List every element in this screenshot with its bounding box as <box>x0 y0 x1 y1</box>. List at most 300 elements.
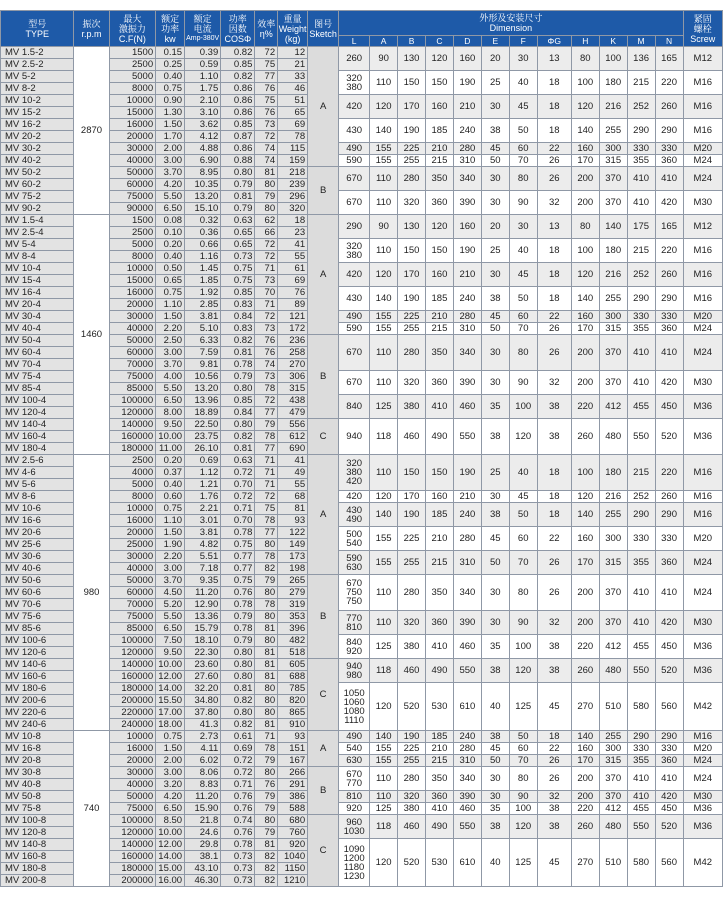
dim-cell: 370 <box>599 335 627 371</box>
dim-cell-L <box>339 815 370 839</box>
spec-cell: 40000 <box>109 563 156 575</box>
model-cell: MV 50-2 <box>1 167 74 179</box>
screw-cell: M24 <box>683 767 722 791</box>
spec-cell: 690 <box>278 443 308 455</box>
dim-cell: 100 <box>509 395 537 419</box>
dim-cell: 110 <box>370 335 398 371</box>
dim-cell: 45 <box>481 527 509 551</box>
dim-cell: 216 <box>599 95 627 119</box>
spec-cell: 16000 <box>109 743 156 755</box>
spec-cell: 785 <box>278 683 308 695</box>
model-cell: MV 70-4 <box>1 359 74 371</box>
dim-cell: 80 <box>571 47 599 71</box>
dim-cell: 20 <box>481 215 509 239</box>
dim-cell: 50 <box>481 755 509 767</box>
header-screw: 紧固 螺栓 Screw <box>683 11 722 47</box>
spec-cell: 6.90 <box>185 155 221 167</box>
dim-cell: 120 <box>370 839 398 887</box>
spec-cell: 89 <box>278 299 308 311</box>
dim-cell: 26 <box>537 575 571 611</box>
screw-cell: M16 <box>683 731 722 743</box>
dim-L-value: 1230 <box>343 870 365 882</box>
spec-cell: 1.50 <box>156 527 185 539</box>
dim-cell: 215 <box>425 551 453 575</box>
spec-cell: 10.56 <box>185 371 221 383</box>
dim-cell: 160 <box>571 527 599 551</box>
model-cell: MV 20-4 <box>1 299 74 311</box>
dim-cell: 140 <box>370 503 398 527</box>
dim-cell: 38 <box>537 659 571 683</box>
dim-cell: 216 <box>599 263 627 287</box>
spec-cell: 23.75 <box>185 431 221 443</box>
dim-L-value: 420 <box>346 101 363 112</box>
spec-cell: 1150 <box>278 863 308 875</box>
dim-cell: 90 <box>509 791 537 803</box>
spec-cell: 820 <box>278 695 308 707</box>
dim-cell: 80 <box>571 215 599 239</box>
spec-cell: 200000 <box>109 695 156 707</box>
spec-cell: 1.10 <box>185 71 221 83</box>
dim-cell-L <box>339 287 370 311</box>
spec-cell: 71 <box>255 731 278 743</box>
spec-cell: 8.00 <box>156 407 185 419</box>
spec-cell: 93 <box>278 731 308 743</box>
spec-cell: 605 <box>278 659 308 671</box>
spec-cell: 0.80 <box>221 167 255 179</box>
spec-cell: 0.80 <box>221 419 255 431</box>
model-cell: MV 75-8 <box>1 803 74 815</box>
dim-cell: 580 <box>627 683 655 731</box>
dim-cell: 410 <box>655 767 683 791</box>
screw-cell: M24 <box>683 575 722 611</box>
dim-cell: 38 <box>481 731 509 743</box>
dim-cell: 460 <box>398 659 426 683</box>
dim-cell: 155 <box>370 311 398 323</box>
spec-cell: 85000 <box>109 383 156 395</box>
screw-cell: M16 <box>683 95 722 119</box>
header-dim-col: C <box>425 36 453 47</box>
spec-cell: 3.00 <box>156 563 185 575</box>
header-weight: 重量 Weight (kg) <box>278 11 308 47</box>
sketch-cell: A <box>308 731 339 767</box>
spec-cell: 75 <box>255 95 278 107</box>
model-cell: MV 30-2 <box>1 143 74 155</box>
dim-cell: 155 <box>370 143 398 155</box>
dim-cell-L <box>339 263 370 287</box>
dim-cell: 45 <box>509 263 537 287</box>
spec-cell: 5.50 <box>156 383 185 395</box>
dim-cell: 290 <box>655 731 683 743</box>
spec-cell: 2.00 <box>156 755 185 767</box>
spec-cell: 4.82 <box>185 539 221 551</box>
spec-cell: 180000 <box>109 683 156 695</box>
dim-cell: 490 <box>425 815 453 839</box>
dim-L-value: 490 <box>346 143 363 154</box>
spec-cell: 0.69 <box>185 455 221 467</box>
spec-cell: 8.50 <box>156 815 185 827</box>
dim-cell: 110 <box>370 167 398 191</box>
dim-cell: 390 <box>453 191 481 215</box>
spec-cell: 0.81 <box>221 683 255 695</box>
spec-cell: 306 <box>278 371 308 383</box>
dim-cell: 170 <box>571 155 599 167</box>
spec-cell: 320 <box>278 203 308 215</box>
dim-cell: 330 <box>655 527 683 551</box>
dim-cell: 380 <box>398 803 426 815</box>
dim-cell: 290 <box>655 119 683 143</box>
spec-cell: 78 <box>255 515 278 527</box>
table-row <box>1 659 723 671</box>
table-row <box>1 503 723 515</box>
dim-cell: 550 <box>627 419 655 455</box>
dim-cell: 225 <box>398 527 426 551</box>
spec-cell: 70000 <box>109 359 156 371</box>
model-cell: MV 220-6 <box>1 707 74 719</box>
spec-cell: 33 <box>278 71 308 83</box>
header-dim-col: K <box>599 36 627 47</box>
dim-L-value: 1090 <box>343 843 365 855</box>
dim-cell: 70 <box>509 755 537 767</box>
dim-cell: 25 <box>481 455 509 491</box>
spec-cell: 0.63 <box>221 455 255 467</box>
screw-cell: M20 <box>683 143 722 155</box>
dim-L-value: 260 <box>346 53 363 64</box>
dim-cell-L <box>339 119 370 143</box>
header-dim-col: D <box>453 36 481 47</box>
dim-cell-L <box>339 167 370 191</box>
spec-cell: 12.00 <box>156 839 185 851</box>
dim-cell-L <box>339 731 370 743</box>
model-cell: MV 140-6 <box>1 659 74 671</box>
dim-cell: 120 <box>509 419 537 455</box>
dim-cell: 155 <box>370 755 398 767</box>
dim-cell: 252 <box>627 491 655 503</box>
dim-cell: 330 <box>627 527 655 551</box>
dim-cell-L <box>339 419 370 455</box>
dim-cell: 370 <box>599 611 627 635</box>
sketch-cell: B <box>308 335 339 419</box>
dim-cell: 45 <box>481 311 509 323</box>
dim-cell: 170 <box>571 755 599 767</box>
spec-cell: 0.85 <box>221 59 255 71</box>
dim-cell: 260 <box>571 659 599 683</box>
dim-L-value: 490 <box>346 311 363 322</box>
dim-cell: 410 <box>627 371 655 395</box>
spec-cell: 0.87 <box>221 131 255 143</box>
spec-cell: 100000 <box>109 395 156 407</box>
spec-cell: 120000 <box>109 827 156 839</box>
dim-cell: 80 <box>509 167 537 191</box>
model-cell: MV 85-6 <box>1 623 74 635</box>
dim-cell: 360 <box>655 323 683 335</box>
dim-cell: 160 <box>425 263 453 287</box>
spec-cell: 77 <box>255 407 278 419</box>
model-cell: MV 10-4 <box>1 263 74 275</box>
dim-cell: 215 <box>627 455 655 491</box>
model-cell: MV 60-4 <box>1 347 74 359</box>
dim-cell: 200 <box>571 575 599 611</box>
sketch-cell: C <box>308 815 339 887</box>
dim-cell: 38 <box>481 419 509 455</box>
spec-cell: 12 <box>278 47 308 59</box>
spec-cell: 396 <box>278 623 308 635</box>
dim-L-value: 1080 <box>343 705 365 717</box>
dim-cell: 410 <box>627 767 655 791</box>
dim-cell: 350 <box>425 335 453 371</box>
screw-cell: M16 <box>683 287 722 311</box>
spec-cell: 25000 <box>109 539 156 551</box>
sketch-cell: A <box>308 47 339 167</box>
spec-cell: 121 <box>278 311 308 323</box>
dim-cell: 120 <box>370 491 398 503</box>
dim-cell: 455 <box>627 635 655 659</box>
spec-cell: 0.73 <box>221 875 255 887</box>
dim-cell: 22 <box>537 743 571 755</box>
spec-cell: 70000 <box>109 599 156 611</box>
dim-cell: 320 <box>398 371 426 395</box>
dim-cell: 255 <box>398 755 426 767</box>
dim-cell: 225 <box>398 143 426 155</box>
dim-cell: 225 <box>398 743 426 755</box>
dim-cell: 160 <box>571 311 599 323</box>
spec-cell: 8.83 <box>185 779 221 791</box>
table-row <box>1 455 723 467</box>
dim-L-value: 840 <box>346 401 363 412</box>
spec-cell: 75000 <box>109 611 156 623</box>
spec-cell: 0.65 <box>221 239 255 251</box>
model-cell: MV 140-4 <box>1 419 74 431</box>
spec-cell: 0.78 <box>221 527 255 539</box>
spec-cell: 0.61 <box>221 731 255 743</box>
dim-L-value: 940 <box>346 431 363 442</box>
dim-cell: 240 <box>453 731 481 743</box>
spec-cell: 76 <box>255 83 278 95</box>
dim-L-value: 1030 <box>343 825 365 837</box>
dim-cell: 32 <box>537 791 571 803</box>
screw-cell: M24 <box>683 335 722 371</box>
spec-cell: 72 <box>255 131 278 143</box>
dim-cell: 110 <box>370 71 398 95</box>
dim-cell: 315 <box>599 755 627 767</box>
dim-cell: 340 <box>453 767 481 791</box>
table-row <box>1 527 723 539</box>
spec-cell: 140000 <box>109 839 156 851</box>
dim-cell: 216 <box>599 491 627 503</box>
model-cell: MV 15-2 <box>1 107 74 119</box>
spec-cell: 122 <box>278 527 308 539</box>
dim-cell: 340 <box>453 575 481 611</box>
spec-cell: 0.84 <box>221 311 255 323</box>
spec-cell: 2.73 <box>185 731 221 743</box>
spec-cell: 1.76 <box>185 491 221 503</box>
spec-cell: 12.90 <box>185 599 221 611</box>
spec-cell: 51 <box>278 95 308 107</box>
dim-cell: 160 <box>453 215 481 239</box>
spec-cell: 0.79 <box>221 611 255 623</box>
screw-cell: M16 <box>683 263 722 287</box>
dim-cell-L <box>339 335 370 371</box>
spec-cell: 8000 <box>109 491 156 503</box>
dim-cell: 13 <box>537 215 571 239</box>
spec-cell: 78 <box>255 599 278 611</box>
dim-cell: 18 <box>537 95 571 119</box>
spec-cell: 1.92 <box>185 287 221 299</box>
dim-cell: 26 <box>537 323 571 335</box>
dim-cell: 520 <box>655 815 683 839</box>
dim-cell: 240 <box>453 287 481 311</box>
spec-cell: 18.10 <box>185 635 221 647</box>
dim-cell-L <box>339 47 370 71</box>
spec-cell: 74 <box>255 359 278 371</box>
spec-cell: 265 <box>278 575 308 587</box>
table-row <box>1 743 723 755</box>
dim-cell: 120 <box>370 95 398 119</box>
screw-cell: M30 <box>683 791 722 803</box>
spec-cell: 0.59 <box>185 59 221 71</box>
dim-cell: 13 <box>537 47 571 71</box>
dim-cell: 125 <box>509 839 537 887</box>
dim-cell: 420 <box>655 611 683 635</box>
spec-cell: 0.83 <box>221 299 255 311</box>
spec-cell: 10000 <box>109 731 156 743</box>
table-row <box>1 143 723 155</box>
dim-cell: 210 <box>453 95 481 119</box>
spec-cell: 319 <box>278 599 308 611</box>
spec-cell: 0.63 <box>221 215 255 227</box>
dim-L-value: 380 <box>346 249 363 261</box>
dim-cell: 30 <box>481 95 509 119</box>
dim-cell: 45 <box>509 491 537 503</box>
spec-cell: 680 <box>278 815 308 827</box>
spec-cell: 5.20 <box>156 599 185 611</box>
dim-cell: 420 <box>655 791 683 803</box>
dim-L-value: 430 <box>346 125 363 136</box>
spec-cell: 55 <box>278 251 308 263</box>
dim-cell: 40 <box>481 683 509 731</box>
spec-cell: 78 <box>255 431 278 443</box>
dim-cell: 190 <box>453 239 481 263</box>
dim-cell: 140 <box>571 119 599 143</box>
dim-L-value: 320 <box>346 458 363 469</box>
spec-cell: 0.86 <box>221 83 255 95</box>
spec-cell: 41.3 <box>185 719 221 731</box>
spec-cell: 2.00 <box>156 143 185 155</box>
dim-cell: 60 <box>509 311 537 323</box>
dim-cell: 22 <box>537 311 571 323</box>
spec-cell: 0.40 <box>156 251 185 263</box>
spec-cell: 0.32 <box>185 215 221 227</box>
dim-cell: 300 <box>599 311 627 323</box>
dim-cell: 280 <box>398 767 426 791</box>
dim-cell: 280 <box>453 143 481 155</box>
dim-cell: 35 <box>481 803 509 815</box>
dim-cell: 130 <box>398 47 426 71</box>
dim-cell: 30 <box>481 263 509 287</box>
spec-cell: 296 <box>278 191 308 203</box>
spec-cell: 75 <box>255 59 278 71</box>
spec-cell: 3.20 <box>156 779 185 791</box>
spec-cell: 65 <box>278 107 308 119</box>
dim-cell: 70 <box>509 551 537 575</box>
table-header <box>1 11 723 47</box>
spec-cell: 50000 <box>109 791 156 803</box>
model-cell: MV 30-6 <box>1 551 74 563</box>
spec-cell: 11.20 <box>185 791 221 803</box>
model-cell: MV 75-2 <box>1 191 74 203</box>
spec-cell: 4.88 <box>185 143 221 155</box>
dim-cell: 290 <box>627 119 655 143</box>
model-cell: MV 16-8 <box>1 743 74 755</box>
spec-cell: 38.1 <box>185 851 221 863</box>
model-cell: MV 1.5-4 <box>1 215 74 227</box>
model-cell: MV 160-6 <box>1 671 74 683</box>
spec-cell: 76 <box>255 347 278 359</box>
dim-cell: 310 <box>453 155 481 167</box>
dim-cell: 190 <box>398 731 426 743</box>
spec-cell: 4.12 <box>185 131 221 143</box>
dim-cell: 160 <box>571 143 599 155</box>
table-row <box>1 683 723 695</box>
dim-cell: 45 <box>537 839 571 887</box>
dim-cell: 252 <box>627 263 655 287</box>
dim-cell: 410 <box>627 335 655 371</box>
dim-cell: 260 <box>655 263 683 287</box>
dim-cell: 80 <box>509 335 537 371</box>
spec-cell: 3.70 <box>156 167 185 179</box>
dim-L-value: 490 <box>346 731 363 742</box>
dim-cell: 255 <box>599 503 627 527</box>
dim-cell-L <box>339 371 370 395</box>
spec-cell: 0.77 <box>221 563 255 575</box>
dim-cell: 280 <box>398 167 426 191</box>
spec-cell: 81 <box>278 503 308 515</box>
spec-cell: 180000 <box>109 863 156 875</box>
screw-cell: M36 <box>683 395 722 419</box>
sketch-cell: A <box>308 455 339 575</box>
spec-cell: 0.08 <box>156 215 185 227</box>
dim-cell: 30 <box>509 47 537 71</box>
dim-cell: 280 <box>453 527 481 551</box>
spec-cell: 120000 <box>109 407 156 419</box>
dim-cell: 410 <box>627 191 655 215</box>
spec-cell: 78 <box>255 383 278 395</box>
model-cell: MV 15-4 <box>1 275 74 287</box>
dim-cell: 110 <box>370 575 398 611</box>
dim-cell: 18 <box>537 287 571 311</box>
model-cell: MV 180-6 <box>1 683 74 695</box>
spec-cell: 81 <box>255 659 278 671</box>
dim-cell: 125 <box>370 635 398 659</box>
table-row <box>1 575 723 587</box>
spec-cell: 0.36 <box>185 227 221 239</box>
table-row <box>1 395 723 407</box>
spec-cell: 910 <box>278 719 308 731</box>
table-row <box>1 71 723 83</box>
spec-cell: 29.8 <box>185 839 221 851</box>
dim-cell: 140 <box>571 287 599 311</box>
table-row <box>1 323 723 335</box>
dim-cell: 330 <box>655 311 683 323</box>
rpm-cell: 2870 <box>74 47 109 215</box>
dim-cell: 100 <box>509 635 537 659</box>
spec-cell: 71 <box>255 479 278 491</box>
spec-cell: 85000 <box>109 623 156 635</box>
dim-cell: 550 <box>453 659 481 683</box>
dim-cell: 18 <box>537 263 571 287</box>
dim-cell: 370 <box>599 167 627 191</box>
spec-cell: 18.89 <box>185 407 221 419</box>
dim-cell-L <box>339 683 370 731</box>
